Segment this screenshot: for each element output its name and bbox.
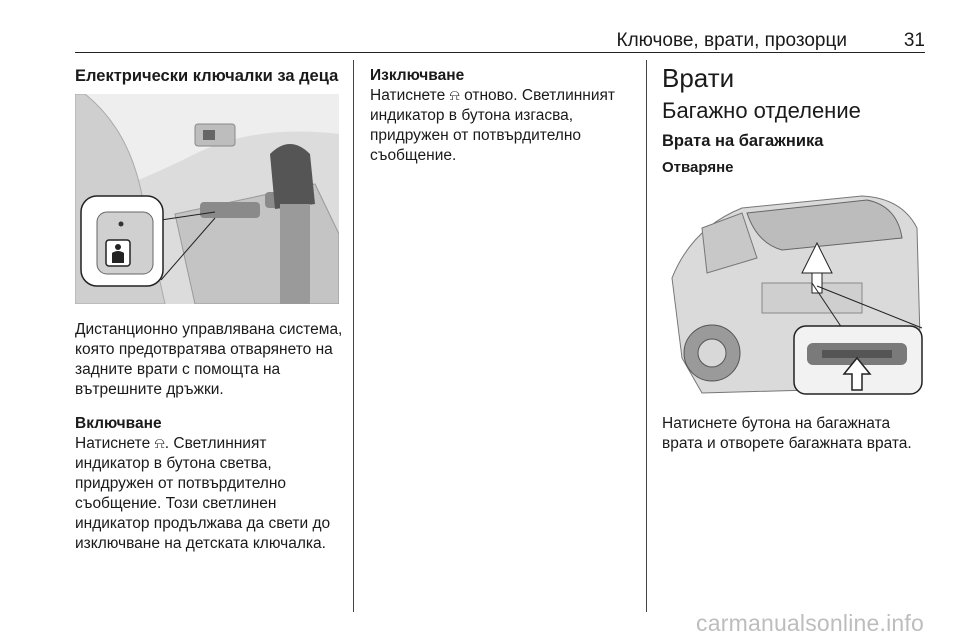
watermark: carmanualsonline.info [696,610,924,636]
header-title: Ключове, врати, прозорци [616,30,847,51]
child-lock-figure [75,94,339,304]
tailgate-figure [662,188,926,398]
arrow-up-icon [842,356,872,392]
page-number: 31 [903,30,925,51]
page-header [75,30,925,52]
section-heading: Електрически ключалки за деца [75,67,339,85]
column-divider [353,60,354,612]
column-middle [370,62,632,166]
heading-opening: Отваряне [662,159,734,176]
header-rule [75,52,925,53]
intro-text: Дистанционно управлявана система, която предотвратява отварянето на задните врати с помощта на вътрешните дръжки. [75,321,343,398]
column-divider [646,60,647,612]
heading-doors: Врати [662,63,735,93]
child-lock-illustration [75,94,339,304]
tailgate-illustration [662,188,926,398]
column-left [75,62,345,554]
heading-tailgate: Врата на багажника [662,132,824,150]
opening-text: Натиснете бутона на багажната врата и отворете багажната врата. [662,415,912,452]
child-lock-icon [105,239,131,267]
off-heading: Изключване [370,67,465,84]
heading-luggage: Багажно отделение [662,98,861,123]
on-text: Натиснете ⍾. Светлинният индикатор в бутона светва, придружен от потвърдително съобщение. Този светлинен индикатор продължава да свети до изключване на детската ключалка. [75,435,331,552]
off-text: Натиснете ⍾ отново. Светлинният индикатор в бутона изгасва, придружен от потвърдително съобщение. [370,87,616,164]
column-right [662,62,927,454]
on-heading: Включване [75,415,162,432]
